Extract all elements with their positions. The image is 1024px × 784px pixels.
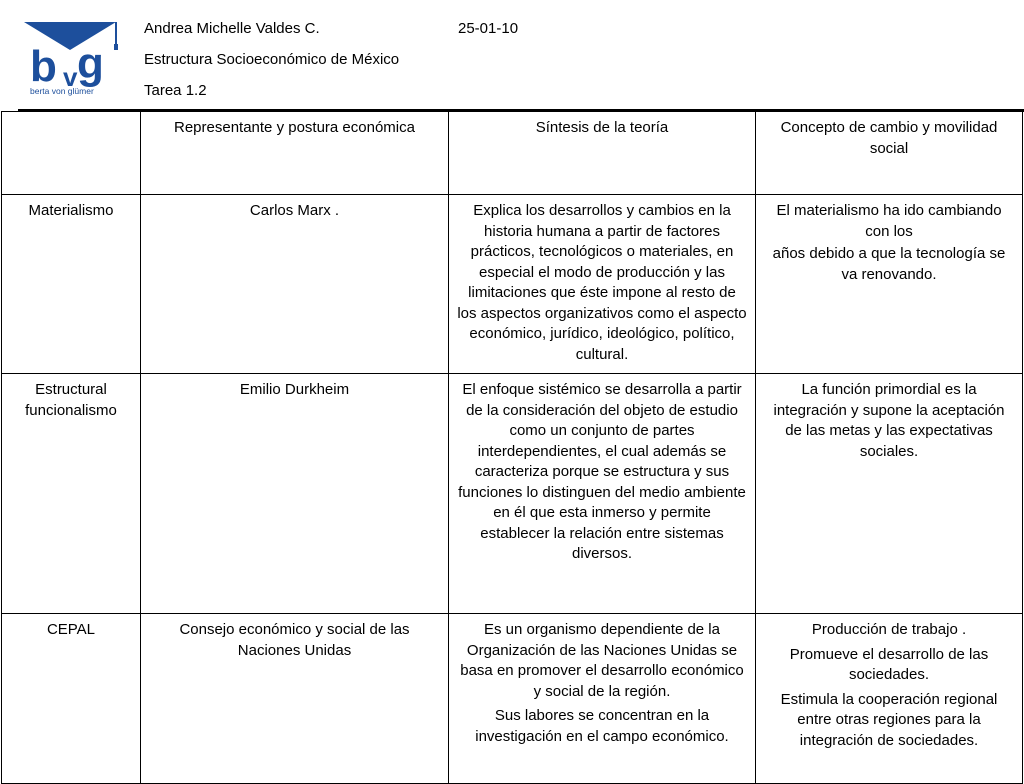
concept-paragraph: Promueve el desarrollo de las sociedades. [789,645,989,683]
theory-cell: Materialismo [2,195,141,374]
header-cell-representative: Representante y postura económica [141,112,449,195]
table-row [2,374,1023,614]
concept-paragraph: El materialismo ha ido cambiando con los [776,202,1002,240]
header-cell-synthesis: Síntesis de la teoría [449,112,756,195]
header-cell-concept: Concepto de cambio y movilidad social [756,112,1023,195]
synthesis-paragraph: Es un organismo dependiente de la Organización de las Naciones Unidas se basa en promover el desarrollo económico y social de la región. [460,621,744,700]
concept-paragraph: Producción de trabajo . [811,621,967,638]
concept-paragraph: años debido a que la tecnología se va renovando. [772,245,1006,283]
representative-cell: Emilio Durkheim [141,374,449,614]
logo-letter-v: v [63,62,78,92]
theory-cell: CEPAL [2,614,141,784]
theories-table [1,111,1023,784]
table-row [2,195,1023,374]
concept-cell [756,195,1023,374]
assignment-label: Tarea 1.2 [144,82,207,99]
table-row [2,614,1023,784]
synthesis-cell [449,374,756,614]
author-name: Andrea Michelle Valdes C. [144,20,320,37]
representative-cell: Carlos Marx . [141,195,449,374]
representative-cell: Consejo económico y social de las Naciones Unidas [141,614,449,784]
logo-letter-b: b [30,42,57,91]
synthesis-cell [449,195,756,374]
concept-paragraph: La función primordial es la integración y supone la aceptación de las metas y las expectativas sociales. [773,381,1005,460]
concept-cell [756,614,1023,784]
synthesis-paragraph: Sus labores se concentran en la investigación en el campo económico. [475,707,729,745]
school-logo [22,20,122,96]
logo-letter-g: g [77,39,104,88]
header-cell-theory [2,112,141,195]
synthesis-paragraph: Explica los desarrollos y cambios en la historia humana a partir de factores prácticos, tecnológicos o materiales, en especial el modo de producción y las limitaciones que éste impone al resto de los aspectos organizativos como el aspecto económico, jurídico, ideológico, político, cultural. [457,202,747,363]
synthesis-paragraph: El enfoque sistémico se desarrolla a partir de la consideración del objeto de estudio como un conjunto de partes interdependientes, el cual además se caracteriza porque se estructura y sus funciones lo distinguen del medio ambiente en él que esta inmerso y permite establecer la relación entre sistemas diversos. [458,381,746,562]
logo-tassel-end [114,44,118,50]
table-header-row [2,112,1023,195]
synthesis-cell [449,614,756,784]
logo-wordmark: berta von glümer [30,86,94,96]
concept-paragraph: Estimula la cooperación regional entre otras regiones para la integración de sociedades. [780,690,998,749]
document-date: 25-01-10 [458,20,519,37]
course-title: Estructura Socioeconómico de México [144,51,400,68]
concept-cell [756,374,1023,614]
theory-cell: Estructural funcionalismo [2,374,141,614]
